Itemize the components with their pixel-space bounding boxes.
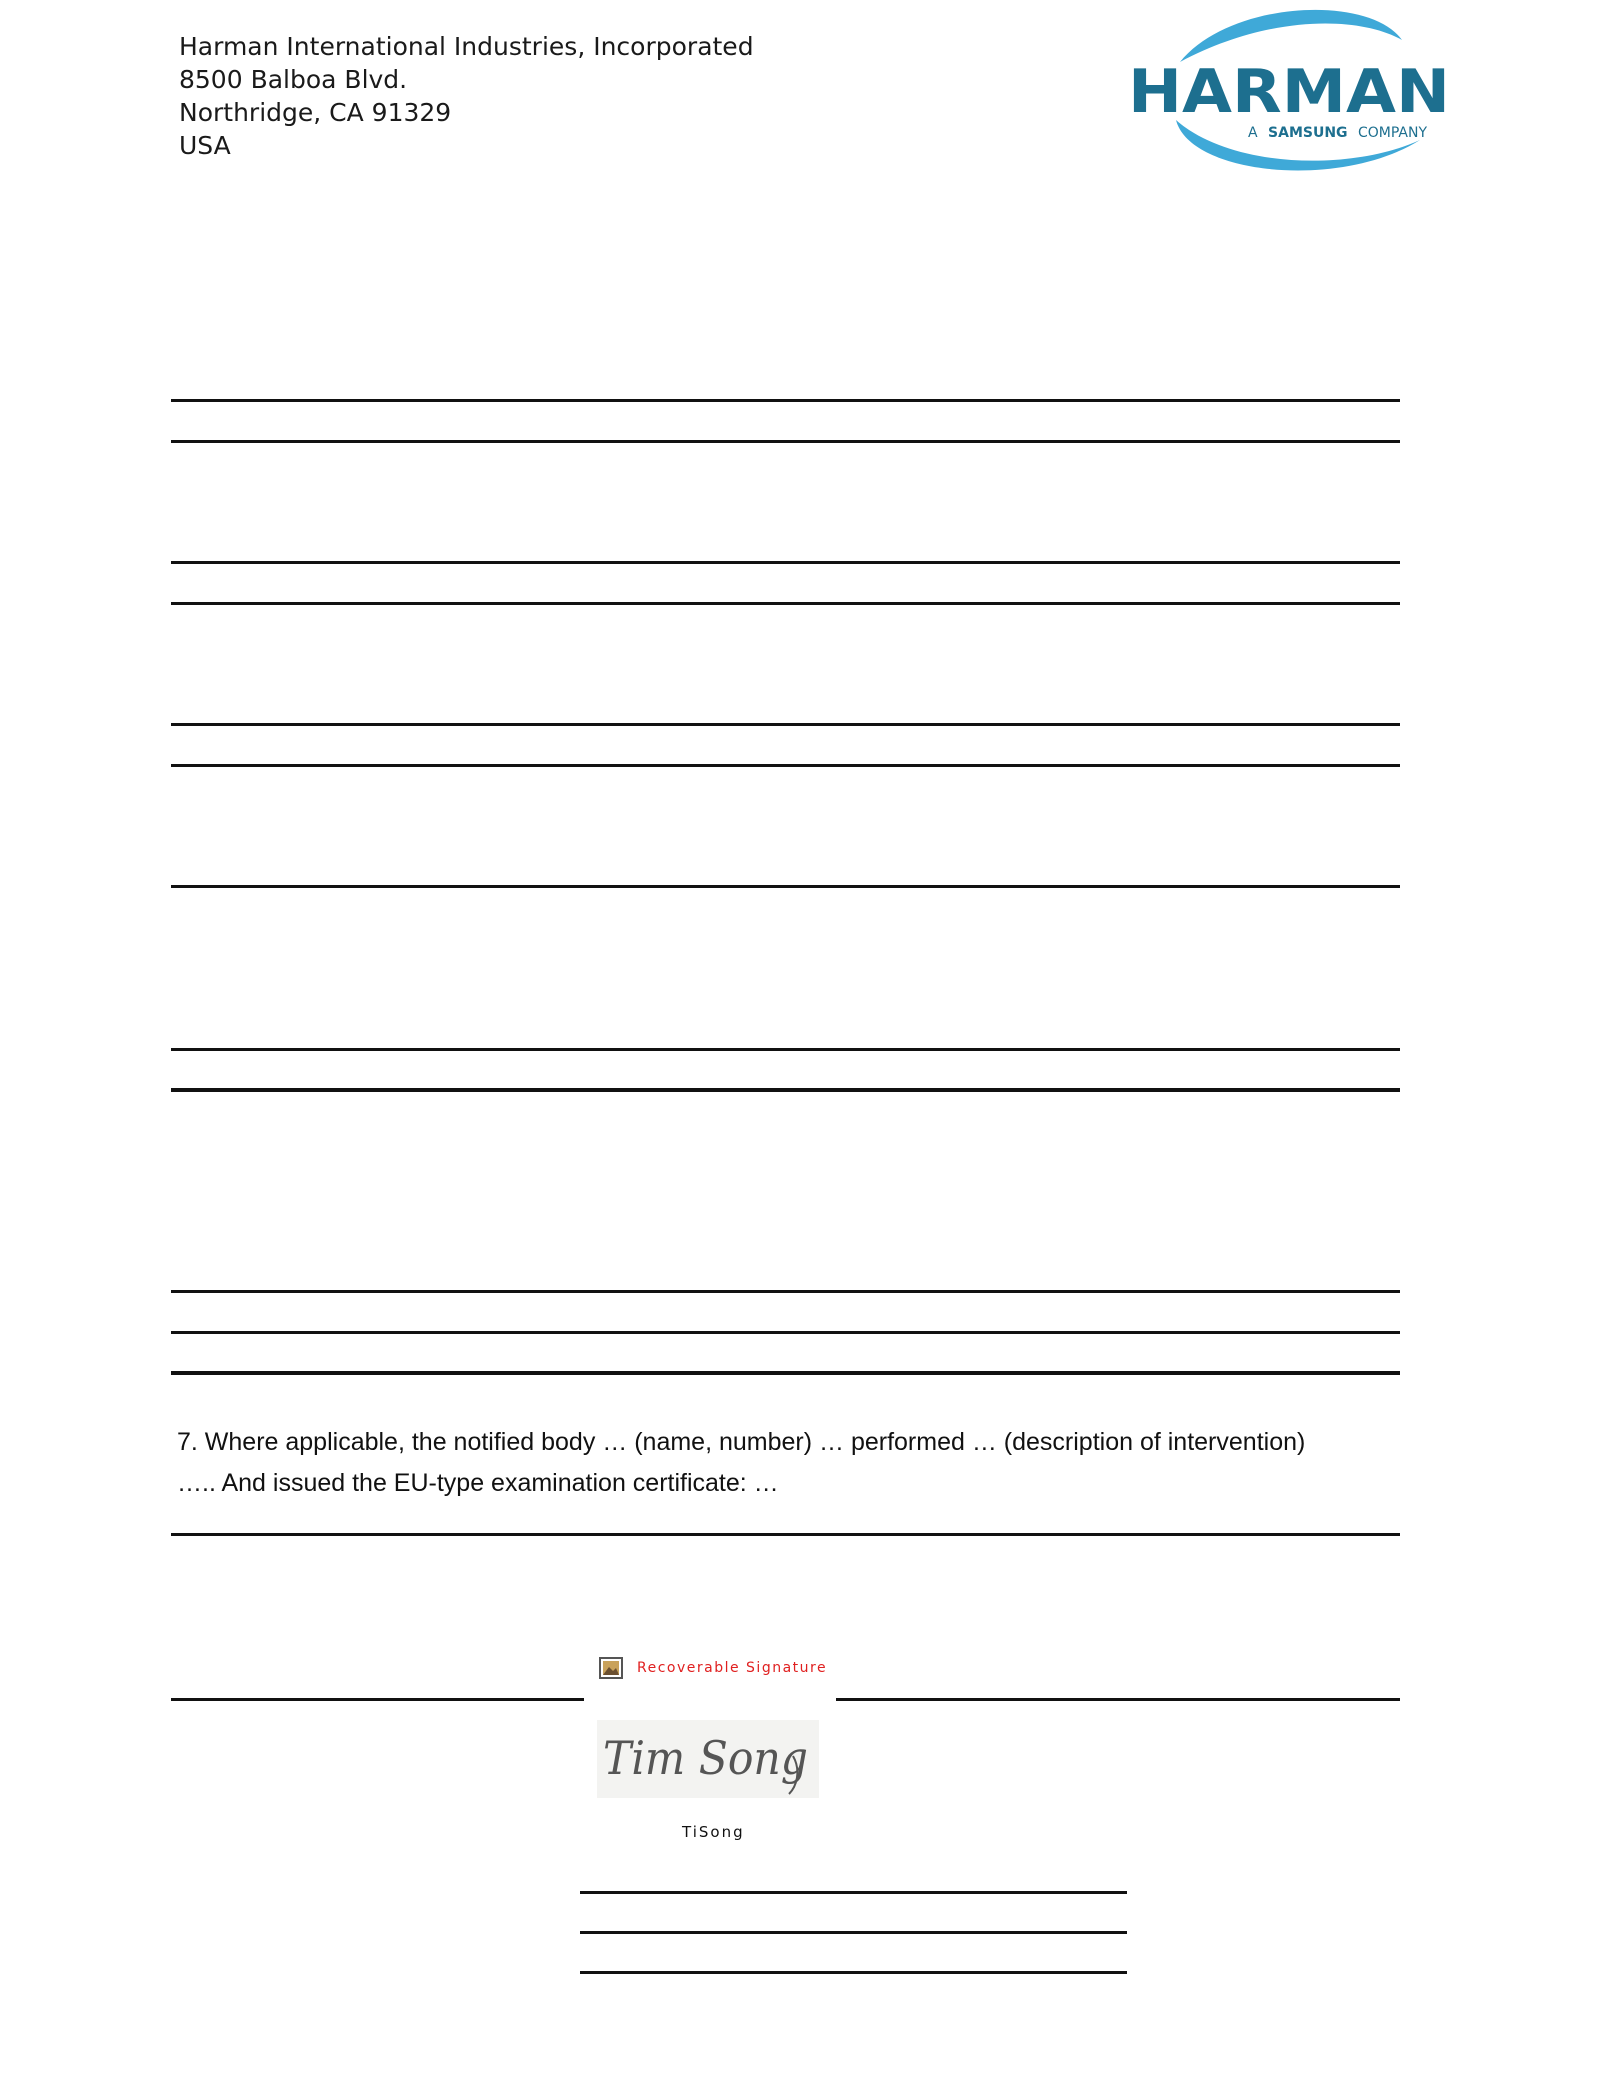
form-line [171, 1371, 1400, 1375]
handwritten-signature [597, 1720, 819, 1798]
form-line [171, 764, 1400, 767]
harman-logo [1120, 0, 1460, 185]
form-line [171, 723, 1400, 726]
form-line [171, 885, 1400, 888]
sender-city: Northridge, CA 91329 [179, 98, 452, 127]
form-line [171, 1048, 1400, 1051]
form-line [171, 440, 1400, 443]
form-line [171, 561, 1400, 564]
logo-tagline [1248, 125, 1427, 141]
form-line-short [580, 1931, 1127, 1934]
signature-line-right [836, 1698, 1400, 1701]
form-line [171, 1533, 1400, 1536]
recoverable-signature-badge [599, 1657, 827, 1679]
signer-name: TiSong [682, 1823, 745, 1841]
form-line [171, 602, 1400, 605]
signature-scrawl [597, 1720, 819, 1798]
signature-line-left [171, 1698, 584, 1701]
sender-company: Harman International Industries, Incorporated [179, 32, 754, 61]
form-line-short [580, 1891, 1127, 1894]
form-line [171, 399, 1400, 402]
form-line [171, 1088, 1400, 1092]
section-7-line-2: ….. And issued the EU-type examination certificate: … [177, 1469, 779, 1497]
signature-handwriting: Tim Song [603, 1731, 808, 1785]
signature-image-icon [599, 1657, 623, 1679]
logo-tagline-brand: SAMSUNG [1268, 125, 1348, 141]
sender-street: 8500 Balboa Blvd. [179, 65, 408, 94]
sender-country: USA [179, 131, 231, 160]
recoverable-signature-label: Recoverable Signature [637, 1660, 828, 1676]
section-7-line-1: 7. Where applicable, the notified body … (name, number) … performed … (description of intervention) [177, 1428, 1306, 1456]
logo-wordmark: HARMAN [1128, 57, 1450, 127]
logo-swoosh-top [1180, 10, 1402, 62]
logo-tagline-suffix: COMPANY [1358, 125, 1428, 141]
sender-address [179, 30, 754, 162]
form-line [171, 1331, 1400, 1334]
logo-tagline-prefix: A [1248, 125, 1258, 141]
form-line-short [580, 1971, 1127, 1974]
section-7-notified-body [177, 1422, 1407, 1504]
form-line [171, 1290, 1400, 1293]
